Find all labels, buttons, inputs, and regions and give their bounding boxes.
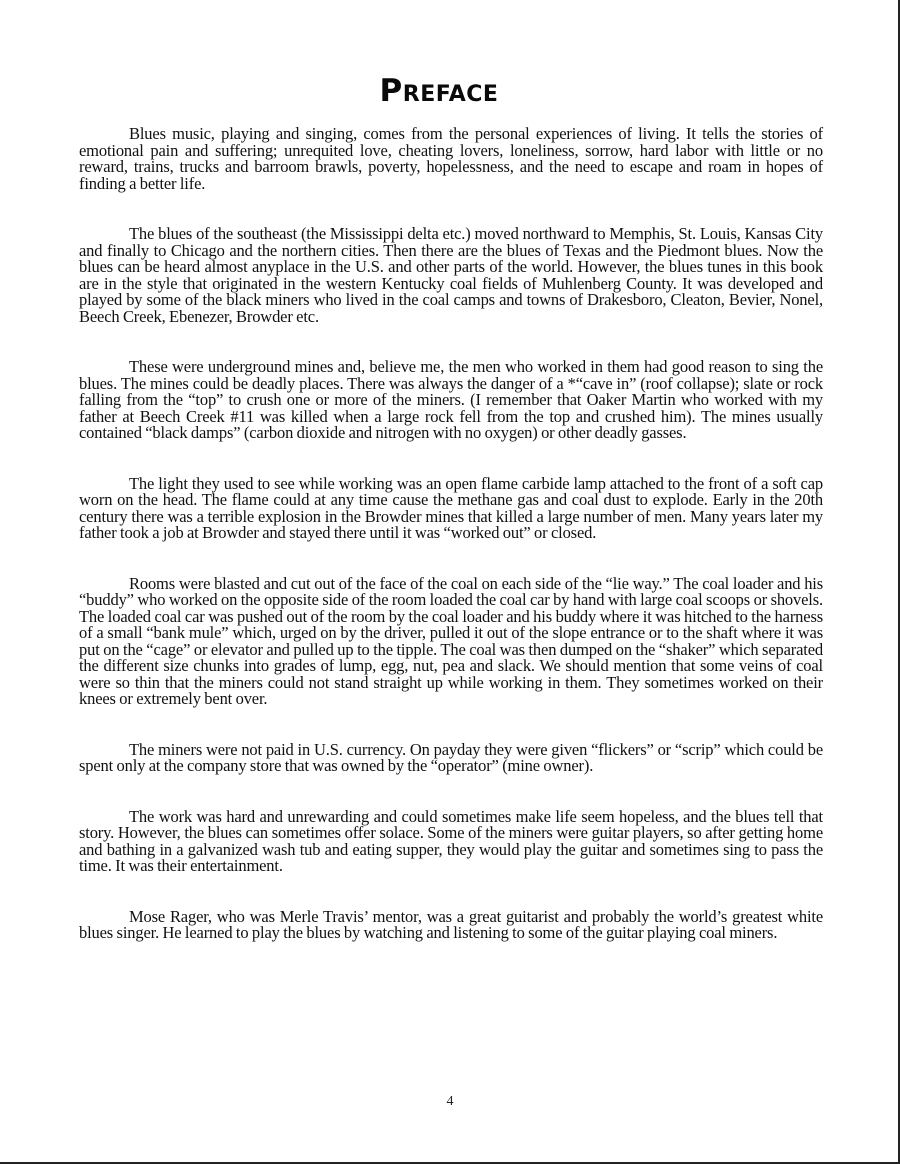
- paragraph-3: These were underground mines and, believe me, the men who worked in them had good reason to sing the blues. The mines could be deadly places. There was always the danger of a *“cave in” (roof collapse); slate or rock falling from the “top” to crush one or more of the miners. (I remember that Oaker Martin who worked with my father at Beech Creek #11 was killed when a large rock fell from the top and crushed him). The mines usually contained “black damps” (carbon dioxide and nitrogen with no oxygen) or other deadly gasses.: [79, 357, 823, 442]
- paragraph-5: Rooms were blasted and cut out of the face of the coal on each side of the “lie way.” The coal loader and his “buddy” who worked on the opposite side of the room loaded the coal car by hand with large coal scoops or shovels. The loaded coal car was pushed out of the room by the coal loader and his buddy where it was hitched to the harness of a small “bank mule” which, urged on by the driver, pulled it out of the slope entrance or to the shaft where it was put on the “cage” or elevator and pulled up to the tipple. The coal was then dumped on the “shaker” which separated the different size chunks into grades of lump, egg, nut, pea and slack. We should mention that some veins of coal were so thin that the miners could not stand straight up while working in them. They sometimes worked on their knees or extremely bent over.: [79, 573, 823, 708]
- paragraph-7: The work was hard and unrewarding and could sometimes make life seem hopeless, and the blues tell that story. However, the blues can sometimes offer solace. Some of the miners were guitar players, so after getting home and bathing in a galvanized wash tub and eating supper, they would play the guitar and sometimes sing to pass the time. It was their entertainment.: [79, 806, 823, 875]
- paragraph-4: The light they used to see while working was an open flame carbide lamp attached to the front of a soft cap worn on the head. The flame could at any time cause the methane gas and coal dust to explode. Early in the 20th century there was a terrible explosion in the Browder mines that killed a large number of men. Many years later my father took a job at Browder and stayed there until it was “worked out” or closed.: [79, 473, 823, 542]
- page-title: Preface: [379, 72, 499, 109]
- preface-body: [79, 126, 823, 976]
- paragraph-6: The miners were not paid in U.S. currency. On payday they were given “flickers” or “scrip” which could be spent only at the company store that was owned by the “operator” (mine owner).: [79, 739, 823, 775]
- paragraph-1: Blues music, playing and singing, comes from the personal experiences of living. It tells the stories of emotional pain and suffering; unrequited love, cheating lovers, loneliness, sorrow, hard labor with little or no reward, trains, trucks and barroom brawls, poverty, hopelessness, and the need to escape and roam in hopes of finding a better life.: [79, 124, 823, 193]
- page-number: 4: [446, 1094, 454, 1109]
- paragraph-2: The blues of the southeast (the Mississippi delta etc.) moved northward to Memphis, St. Louis, Kansas City and finally to Chicago and the northern cities. Then there are the blues of Texas and the Piedmont blues. Now the blues can be heard almost anyplace in the U.S. and other parts of the world. However, the blues tunes in this book are in the style that originated in the western Kentucky coal fields of Muhlenberg County. It was developed and played by some of the black miners who lived in the coal camps and towns of Drakesboro, Cleaton, Bevier, Nonel, Beech Creek, Ebenezer, Browder etc.: [79, 224, 823, 326]
- paragraph-8: Mose Rager, who was Merle Travis’ mentor, was a great guitarist and probably the world’s greatest white blues singer. He learned to play the blues by watching and listening to some of the guitar playing coal miners.: [79, 906, 823, 942]
